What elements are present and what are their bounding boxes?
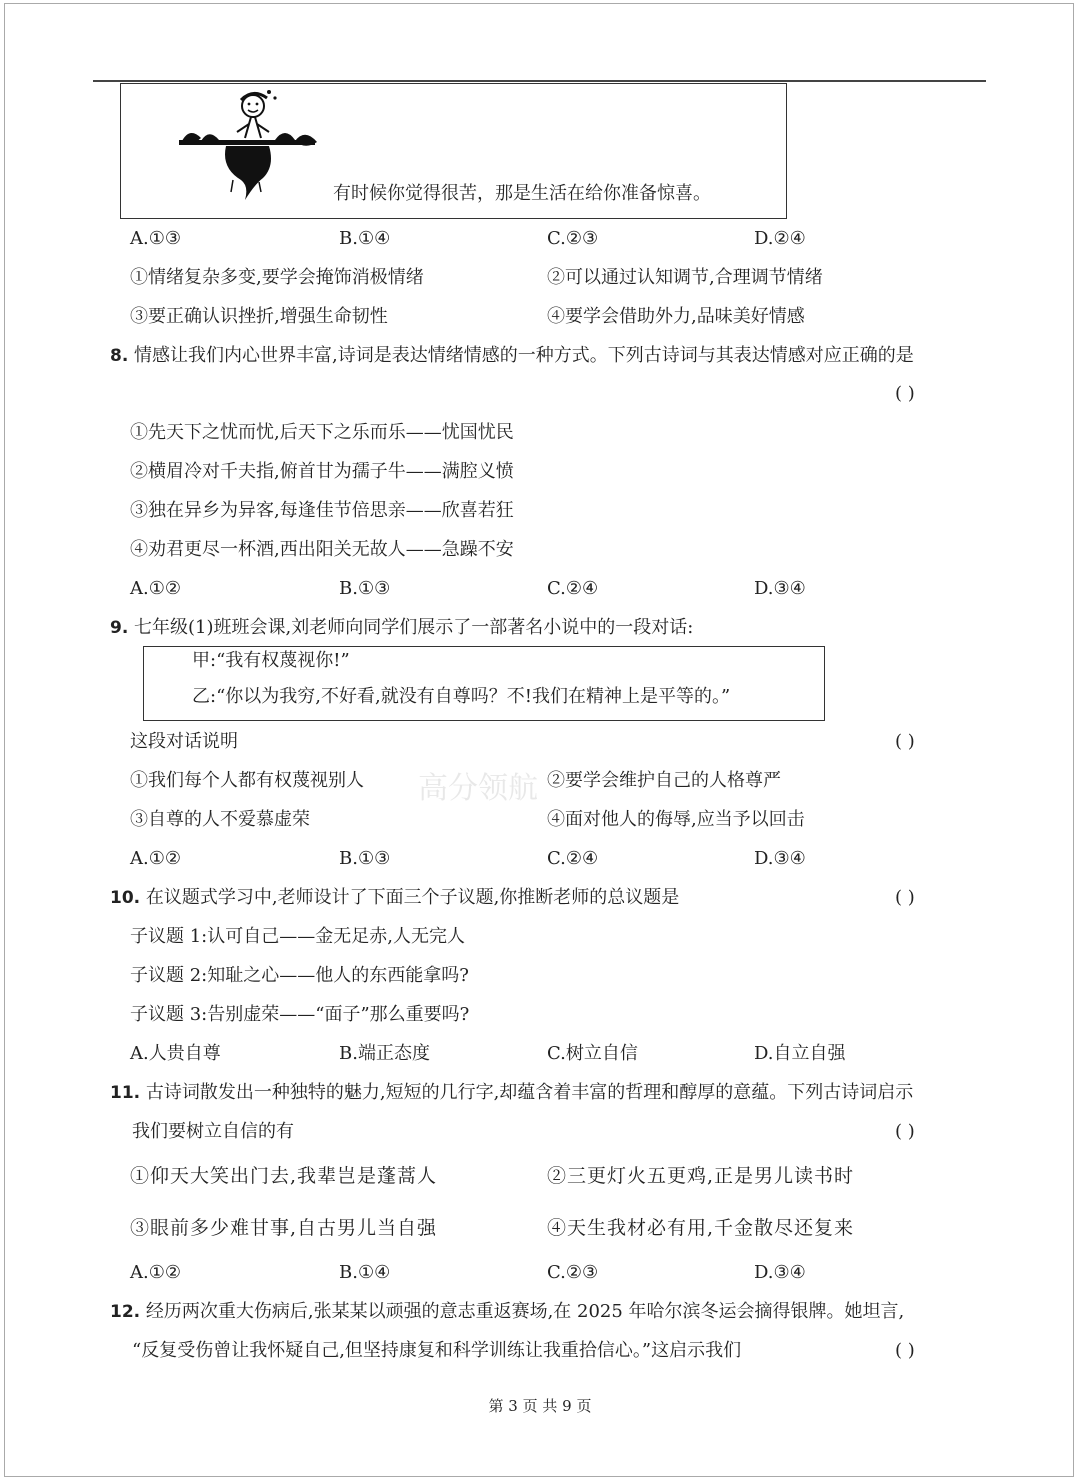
dialog-line-1: 甲:“我有权蔑视你!” [192,650,350,671]
option-3: ③眼前多少难甘事,自古男儿当自强 [130,1217,438,1239]
image-caption: 有时候你觉得很苦，那是生活在给你准备惊喜。 [333,183,711,204]
choice-c: C.②④ [547,848,599,869]
option-1: ①我们每个人都有权蔑视别人 [130,770,364,791]
dialog-line-2: 乙:“你以为我穷,不好看,就没有自尊吗？不!我们在精神上是平等的。” [192,686,731,707]
choice-b: B.①④ [339,228,391,249]
option-3: ③要正确认识挫折,增强生命韧性 [130,306,388,327]
question-11-stem [110,1081,913,1105]
question-text: 经历两次重大伤病后,张某某以顽强的意志重返赛场,在 2025 年哈尔滨冬运会摘得银牌。她坦言, [145,1301,905,1322]
option-2: ②可以通过认知调节,合理调节情绪 [547,267,823,288]
choice-d: D.自立自强 [754,1043,846,1064]
header-rule [93,80,986,82]
question-8-stem [110,344,914,368]
choice-a: A.①② [130,848,181,869]
image-box [120,83,787,219]
page-number: 第 3 页 共 9 页 [488,1397,592,1415]
option-4: ④劝君更尽一杯酒,西出阳关无故人——急躁不安 [130,539,514,560]
question-10-stem [110,886,679,910]
option-3: ③自尊的人不爱慕虚荣 [130,809,310,830]
choice-d: D.③④ [754,848,806,869]
choice-d: D.③④ [754,1262,806,1283]
question-text-line-2: “反复受伤曾让我怀疑自己,但坚持康复和科学训练让我重拾信心。”这启示我们 [132,1340,742,1361]
choice-c: C.②④ [547,578,599,599]
question-number: 10. [110,888,141,908]
choice-a: A.人贵自尊 [130,1043,221,1064]
sub-topic-2: 子议题 2:知耻之心——他人的东西能拿吗? [130,965,469,986]
choice-b: B.①④ [339,1262,391,1283]
question-prompt: 这段对话说明 [130,731,238,752]
choice-c: C.树立自信 [547,1043,638,1064]
choice-b: B.端正态度 [339,1043,430,1064]
answer-blank: ( ) [895,383,915,404]
choice-a: A.①③ [130,228,181,249]
question-text: 七年级(1)班班会课,刘老师向同学们展示了一部著名小说中的一段对话: [134,617,694,638]
cartoon-illustration [171,88,331,213]
question-text: 古诗词散发出一种独特的魅力,短短的几行字,却蕴含着丰富的哲理和醇厚的意蕴。下列古诗词启示 [145,1082,914,1103]
question-text: 在议题式学习中,老师设计了下面三个子议题,你推断老师的总议题是 [145,887,680,908]
answer-blank: ( ) [895,887,915,908]
sub-topic-3: 子议题 3:告别虚荣——“面子”那么重要吗? [130,1004,470,1025]
option-1: ①情绪复杂多变,要学会掩饰消极情绪 [130,267,424,288]
option-1: ①仰天大笑出门去,我辈岂是蓬蒿人 [130,1165,438,1187]
question-number: 12. [110,1302,141,1322]
question-number: 9. [110,618,129,638]
choice-b: B.①③ [339,578,391,599]
choice-a: A.①② [130,578,181,599]
option-3: ③独在异乡为异客,每逢佳节倍思亲——欣喜若狂 [130,500,514,521]
answer-blank: ( ) [895,1340,915,1361]
option-2: ②三更灯火五更鸡,正是男儿读书时 [547,1165,855,1187]
answer-blank: ( ) [895,1121,915,1142]
question-text-line-2: 我们要树立自信的有 [132,1121,294,1142]
answer-blank: ( ) [895,731,915,752]
choice-c: C.②③ [547,228,599,249]
choice-d: D.②④ [754,228,806,249]
choice-c: C.②③ [547,1262,599,1283]
option-4: ④面对他人的侮辱,应当予以回击 [547,809,805,830]
option-4: ④天生我材必有用,千金散尽还复来 [547,1217,855,1239]
question-12-stem [110,1300,904,1324]
option-2: ②横眉冷对千夫指,俯首甘为孺子牛——满腔义愤 [130,461,514,482]
sub-topic-1: 子议题 1:认可自己——金无足赤,人无完人 [130,926,465,947]
choice-a: A.①② [130,1262,181,1283]
choice-b: B.①③ [339,848,391,869]
question-text: 情感让我们内心世界丰富,诗词是表达情绪情感的一种方式。下列古诗词与其表达情感对应正确的是 [134,345,914,366]
option-4: ④要学会借助外力,品味美好情感 [547,306,805,327]
dialog-box [143,646,825,721]
question-number: 8. [110,346,129,366]
watermark: 高分领航 [418,771,538,806]
choice-d: D.③④ [754,578,806,599]
option-2: ②要学会维护自己的人格尊严 [547,770,781,791]
option-1: ①先天下之忧而忧,后天下之乐而乐——忧国忧民 [130,422,514,443]
question-9-stem [110,616,693,640]
question-number: 11. [110,1083,141,1103]
